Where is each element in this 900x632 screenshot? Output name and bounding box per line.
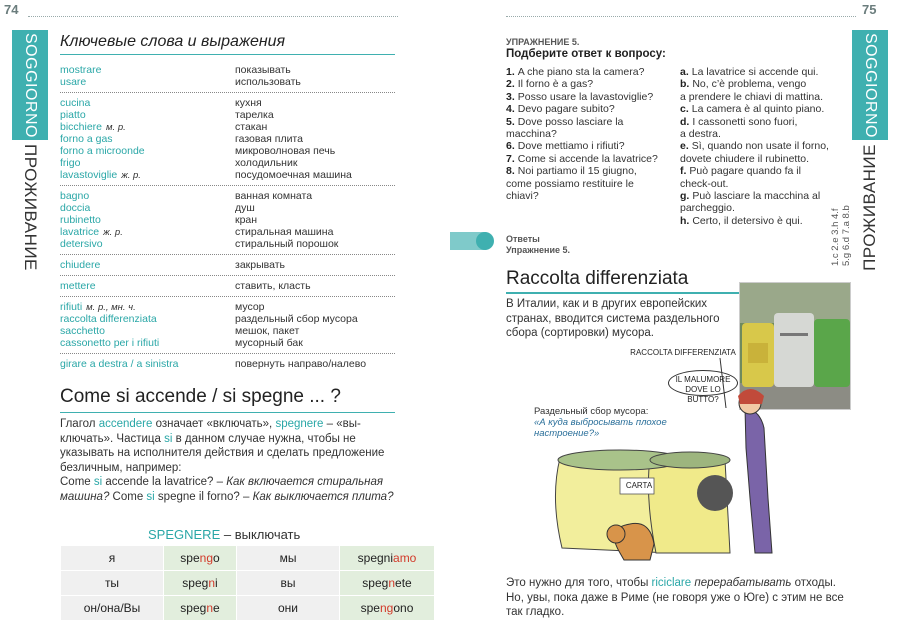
vocab-divider — [60, 353, 395, 354]
answer-item: a destra. — [680, 128, 721, 141]
vocab-row — [60, 260, 395, 272]
term-accendere: accendere — [98, 418, 153, 430]
box-text: В Италии, как и в других европейских странах, вводится система раздельного сбора (сортировки) мусора. — [506, 298, 720, 339]
vocab-italian: raccolta differenziata — [60, 313, 157, 325]
question-item: 5. Dove posso lasciare la — [506, 115, 624, 128]
vocab-row — [60, 281, 395, 293]
recycling-cartoon — [550, 348, 790, 574]
question-item: 4. Devo pagare subito? — [506, 103, 615, 116]
vocab-russian: мешок, пакет — [235, 325, 300, 337]
question-item: 7. Come si accende la lavatrice? — [506, 152, 658, 165]
answer-item: h. Certo, il detersivo è qui. — [680, 214, 803, 227]
side-tab-label: SOGGIORNO — [22, 32, 39, 138]
vocab-italian: chiudere — [60, 259, 101, 271]
bin-label: CARTA — [625, 481, 653, 490]
vocab-italian: mostrare — [60, 64, 102, 76]
answer-item: f. Può pagare quando fa il — [680, 165, 801, 178]
right-page — [450, 0, 900, 632]
verb-form-cell: spegne — [164, 596, 237, 621]
vocab-italian: piatto — [60, 109, 86, 121]
answers-key: 1.c 2.e 3.h 4.f 5.g 6.d 7.a 8.b — [830, 205, 852, 266]
header-rule-right — [506, 16, 856, 17]
question-item: chiavi? — [506, 190, 539, 203]
vocab-row — [60, 134, 395, 146]
vocab-russian: кухня — [235, 97, 262, 109]
vocab-russian: стиральная машина — [235, 226, 334, 238]
section-heading: Come si accende / si spegne ... ? — [60, 386, 341, 407]
question-item: 6. Dove mettiamo i rifiuti? — [506, 140, 625, 153]
cartoon-caption: Раздельный сбор мусора: «А куда выбросывать плохое настроение?» — [534, 406, 667, 439]
vocab-russian: ванная комната — [235, 190, 313, 202]
vocab-italian: bicchiere — [60, 121, 103, 133]
answers-list — [680, 66, 850, 227]
vocab-russian: посудомоечная машина — [235, 169, 352, 181]
vocab-row — [60, 203, 395, 215]
vocab-italian: forno a gas — [60, 133, 113, 145]
pronoun-cell: вы — [237, 571, 340, 596]
vocab-gender: м. р., мн. ч. — [86, 302, 136, 313]
vocab-divider — [60, 275, 395, 276]
answer-item: dovete chiudere il rubinetto. — [680, 152, 809, 165]
answers-label: Ответы Упражнение 5. — [506, 234, 570, 255]
pronoun-cell: они — [237, 596, 340, 621]
pronoun-cell: я — [61, 546, 164, 571]
questions-list — [506, 66, 676, 202]
answer-item: parcheggio. — [680, 202, 735, 215]
exercise-label: УПРАЖНЕНИЕ 5. — [506, 37, 580, 47]
vocab-row — [60, 359, 395, 371]
vocab-italian: girare a destra / a sinistra — [60, 358, 179, 370]
vocab-row — [60, 239, 395, 251]
question-item: come possiamo restituire le — [506, 177, 634, 190]
pronoun-cell: ты — [61, 571, 164, 596]
vocab-russian: душ — [235, 202, 255, 214]
answer-item: a prendere le chiavi di mattina. — [680, 90, 823, 103]
vocab-russian: стакан — [235, 121, 268, 133]
vocab-russian: мусорный бак — [235, 337, 303, 349]
vocab-italian: lavatrice — [60, 226, 100, 238]
side-tab-prozhivanie — [12, 143, 48, 271]
vocab-italian: sacchetto — [60, 325, 105, 337]
side-tab-label-right: SOGGIORNO — [862, 32, 879, 138]
answer-item: c. La camera è al quinto piano. — [680, 103, 825, 116]
answer-item: d. I cassonetti sono fuori, — [680, 115, 798, 128]
vocab-russian: тарелка — [235, 109, 274, 121]
vocab-italian: forno a microonde — [60, 145, 145, 157]
conjugation-table — [60, 545, 435, 621]
vocab-row — [60, 65, 395, 77]
vocab-russian: показывать — [235, 64, 291, 76]
vocab-italian: bagno — [60, 190, 90, 202]
vocab-italian: cassonetto per i rifiuti — [60, 337, 160, 349]
exercise-task: Подберите ответ к вопросу: — [506, 48, 666, 60]
box-title: Raccolta differenziata — [506, 268, 689, 289]
vocab-russian: холодильник — [235, 157, 298, 169]
vocab-gender: ж. р. — [121, 170, 141, 181]
vocab-russian: ставить, класть — [235, 280, 311, 292]
verb-form-cell: spengono — [340, 596, 435, 621]
conjugation-row — [61, 596, 435, 621]
answer-item: b. No, c’è problema, vengo — [680, 78, 807, 91]
vocab-gender: ж. р. — [103, 227, 123, 238]
side-tab-soggiorno-right — [852, 30, 888, 140]
page-number-left: 74 — [4, 2, 19, 17]
bottom-paragraph: Это нужно для того, чтобы riciclare перерабатывать отходы. Но, увы, пока даже в Риме (не говоря уже о Юге) с этим не все так гладко. — [506, 577, 844, 618]
vocab-row — [60, 98, 395, 110]
term-si: si — [164, 432, 173, 445]
vocab-italian: doccia — [60, 202, 91, 214]
term-riciclare: riciclare — [651, 577, 692, 589]
question-item: 1. A che piano sta la camera? — [506, 66, 645, 78]
cartoon-sign: RACCOLTA DIFFERENZIATA — [630, 348, 736, 357]
side-tab-prozhivanie-right — [852, 143, 888, 271]
vocab-italian: frigo — [60, 157, 81, 169]
vocab-italian: rubinetto — [60, 214, 101, 226]
vocab-row — [60, 77, 395, 89]
vocab-row — [60, 302, 395, 314]
vocab-italian: cucina — [60, 97, 91, 109]
question-item: 3. Posso usare la lavastoviglie? — [506, 90, 654, 103]
vocab-russian: повернуть направо/налево — [235, 358, 367, 370]
explanation-paragraph: Глагол accendere означает «включать», spegnere – «вы-ключать». Частица si в данном случае нужна, чтобы не указывать на исполнителя действия и сделать предложение безличным, например: Come si accende la lavatrice? – Как включается стиральная машина? Come si spegne il forno? – Как выключается плита? — [60, 418, 394, 503]
verb-form-cell: spegniamo — [340, 546, 435, 571]
vocab-italian: usare — [60, 76, 87, 88]
vocab-row — [60, 215, 395, 227]
question-item: macchina? — [506, 128, 557, 141]
answer-item: check-out. — [680, 177, 729, 190]
question-item: 8. Noi partiamo il 15 giugno, — [506, 165, 637, 178]
question-item: 2. Il forno è a gas? — [506, 78, 594, 91]
vocab-russian: мусор — [235, 301, 265, 313]
vocab-gender: м. р. — [106, 122, 126, 133]
vocab-row — [60, 146, 395, 158]
verb-form-cell: spegnete — [340, 571, 435, 596]
vocab-row — [60, 170, 395, 182]
header-rule — [28, 16, 398, 17]
verb-form-cell: spengo — [164, 546, 237, 571]
speech-bubble: IL MALUMORE DOVE LO BUTTO? — [668, 370, 738, 396]
vocab-row — [60, 110, 395, 122]
vocab-russian: стиральный порошок — [235, 238, 339, 250]
side-tab-label-ru: ПРОЖИВАНИЕ — [21, 143, 40, 271]
answer-item: g. Può lasciare la macchina al — [680, 190, 821, 203]
vocab-row — [60, 314, 395, 326]
verb-form-cell: spegni — [164, 571, 237, 596]
vocab-italian: lavastoviglie — [60, 169, 118, 181]
pronoun-cell: мы — [237, 546, 340, 571]
vocab-divider — [60, 92, 395, 93]
keywords-title: Ключевые слова и выражения — [60, 33, 286, 50]
vocab-russian: микроволновая печь — [235, 145, 336, 157]
vocab-russian: использовать — [235, 76, 301, 88]
answer-item: a. La lavatrice si accende qui. — [680, 66, 819, 78]
vocab-russian: кран — [235, 214, 258, 226]
side-tab-soggiorno — [12, 30, 48, 140]
vocab-row — [60, 326, 395, 338]
vocab-divider — [60, 254, 395, 255]
vocab-row — [60, 227, 395, 239]
vocab-divider — [60, 185, 395, 186]
vocab-row — [60, 122, 395, 134]
vocab-row — [60, 158, 395, 170]
box-title-rule — [506, 292, 756, 294]
keywords-rule — [60, 54, 395, 55]
conjugation-row — [61, 571, 435, 596]
pronoun-cell: он/она/Вы — [61, 596, 164, 621]
vocab-russian: газовая плита — [235, 133, 303, 145]
vocab-row — [60, 338, 395, 350]
vocab-italian: rifiuti — [60, 301, 83, 313]
vocab-italian: detersivo — [60, 238, 103, 250]
answer-item: e. Sì, quando non usate il forno, — [680, 140, 829, 153]
vocab-row — [60, 191, 395, 203]
vocab-russian: раздельный сбор мусора — [235, 313, 358, 325]
conjugation-row — [61, 546, 435, 571]
answers-dot-icon — [476, 232, 494, 250]
vocab-russian: закрывать — [235, 259, 285, 271]
vocab-divider — [60, 296, 395, 297]
vocab-italian: mettere — [60, 280, 96, 292]
conjugation-title: SPEGNERE – выключать — [148, 527, 301, 542]
side-tab-label-ru-right: ПРОЖИВАНИЕ — [860, 143, 879, 271]
section-rule — [60, 412, 395, 413]
term-spegnere: spegnere — [275, 418, 324, 430]
page-number-right: 75 — [862, 2, 877, 17]
